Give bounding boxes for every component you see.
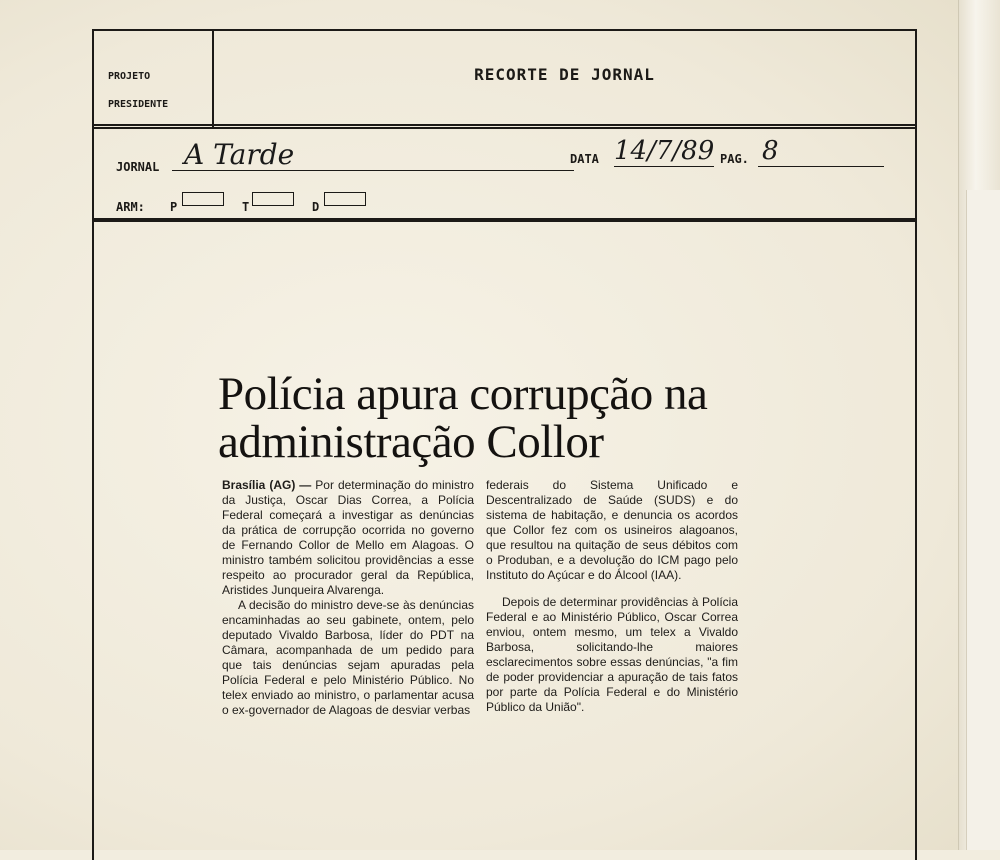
jornal-label: JORNAL	[116, 160, 160, 174]
article-paragraph: federais do Sistema Unificado e Descentralizado de Saúde (SUDS) e do sistema de habitação, e denuncia os acordos que Collor fez com os usineiros alagoanos, que resultou na quitação de seus débitos com o Produban, e a devolução do ICM pago pelo Instituto do Açúcar e do Álcool (IAA).	[486, 478, 738, 582]
header-title: RECORTE DE JORNAL	[474, 65, 655, 84]
arm-d-box	[324, 192, 366, 206]
article-column-1	[222, 478, 474, 718]
header-box	[92, 29, 917, 129]
article-text: Por determinação do ministro da Justiça, Oscar Dias Correa, a Polícia Federal começará a investigar as denúncias da prática de corrupção ocorrida no governo de Fernando Collor de Mello em Alagoas. O ministro também solicitou providências a esse respeito ao procurador geral da República, Aristides Junqueira Alvarenga.	[222, 478, 474, 597]
article-dateline: Brasília (AG) —	[222, 478, 312, 492]
article-headline: Polícia apura corrupção na administração Collor	[218, 368, 708, 468]
arm-p-label: P	[170, 200, 178, 214]
jornal-value: A Tarde	[172, 140, 574, 171]
arm-p-box	[182, 192, 224, 206]
article-paragraph: A decisão do ministro deve-se às denúncias encaminhadas ao seu gabinete, ontem, pelo deputado Vivaldo Barbosa, líder do PDT na Câmara, acompanhada de um pedido para que tais denúncias sejam apuradas pela Polícia Federal e pelo Ministério Público. No telex enviado ao ministro, o parlamentar acusa o ex-governador de Alagoas de desviar verbas	[222, 598, 474, 717]
project-line2: PRESIDENTE	[108, 99, 169, 110]
arm-label: ARM:	[116, 200, 145, 214]
arm-t-label: T	[242, 200, 250, 214]
info-box	[92, 124, 917, 222]
arm-t-box	[252, 192, 294, 206]
article-paragraph: Depois de determinar providências à Polícia Federal e ao Ministério Público, Oscar Correa enviou, ontem mesmo, um telex a Vivaldo Barbosa, solicitando-lhe maiores esclarecimentos sobre essas denúncias, "a fim de poder providenciar a apuração de tais fatos por parte da Polícia Federal e do Ministério Público da União".	[486, 595, 738, 714]
data-label: DATA	[570, 152, 599, 166]
underlying-page-edge	[966, 190, 1000, 850]
article-column-2	[486, 478, 738, 715]
article-paragraph	[222, 478, 474, 598]
project-line1: PROJETO	[108, 71, 151, 82]
pag-label: PAG.	[720, 152, 749, 166]
project-label	[108, 63, 204, 119]
data-value: 14/7/89	[614, 136, 715, 166]
newspaper-clipping	[218, 370, 744, 750]
pag-value: 8	[758, 136, 884, 167]
arm-d-label: D	[312, 200, 320, 214]
